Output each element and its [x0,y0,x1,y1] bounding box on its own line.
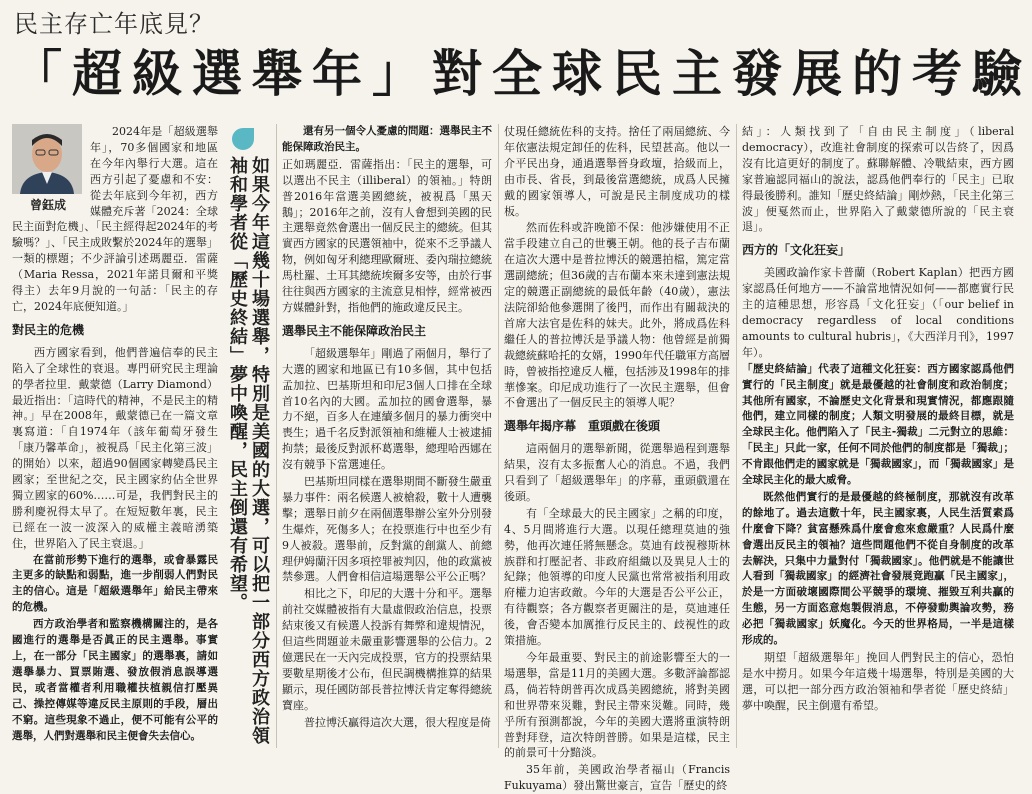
paragraph: 35年前，美國政治學者福山（Francis Fukuyama）發出驚世豪言，宣告「歷史的終 [504,763,730,793]
paragraph: 仗現任總統佐科的支持。捨任了兩屆總統、今年依憲法規定卸任的佐科，民望甚高。他以一介平民出身，通過選舉晉身政壇，拾級而上，由市長、省長，到最後當選總統，成爲人民擁戴的國家領導人，可說是民主制度成功的樣板。 [504,125,730,218]
quote-mark-icon [232,128,254,150]
paragraph: 然而佐科或許晚節不保：他涉嫌使用不正當手段建立自己的世襲王朝。他的長子吉布蘭在這次大選中是普拉博沃的競選拍檔，篤定當選副總統；但36歲的吉布蘭本來未達到憲法規定的競選正副總統的最低年齡（40歲），憲法法院卻給他參選開了後門，而作出有關裁決的首席大法官是佐科的妹夫。此外，將成爲佐科繼任人的普拉博沃是爭議人物：他曾經是前獨裁總統蘇哈托的女婿，1990年代任職軍方高層時，曾被指控違反人權，包括涉及1998年的排華慘案。印尼成功進行了一次民主選舉，但會不會選出了一個反民主的領導人呢？ [504,221,730,410]
paragraph: 正如瑪麗亞．雷薩指出：「民主的選舉，可以選出不民主（illiberal）的領袖。」特朗普2016年當選美國總統，被視爲「黑天鵝」；2016年之前，沒有人會想到美國的民主選舉竟然會選出一個反民主的總統。但其實西方國家的民選領袖中，從來不乏爭議人物，例如匈牙利總理歐爾班、委內瑞拉總統馬杜羅、土耳其總統埃爾多安等，由於行事往往與西方國家的主流意見相悖，經常被西方媒體針對，指他們的施政違反民主。 [282,157,492,314]
column-1 [12,124,218,748]
subheading-election-year: 選舉年揭序幕 重頭戲在後頭 [504,419,661,434]
author-name: 曾鈺成 [29,198,66,212]
paragraph: 這兩個月的選舉新聞，從選舉過程到選舉結果，沒有太多振奮人心的消息。不過，我們只看到了「超級選舉年」的序幕，重頭戲還在後頭。 [504,442,730,503]
subheading-cultural-hubris: 西方的「文化狂妄」 [742,243,851,258]
paragraph: 巴基斯坦同樣在選舉期間不斷發生嚴重暴力事件：兩名候選人被槍殺，數十人遭襲擊；選舉日前夕在兩個選舉辦公室外分別發生爆炸，死傷多人；在投票進行中也至少有9人被殺。選舉前，反對黨的創黨人、前總理伊姆蘭汗因多項控罪被判囚，他的政黨被禁參選。人們會相信這場選舉公平公正嗎？ [282,475,492,584]
headline: 「超級選舉年」對全球民主發展的考驗 [12,45,1032,103]
intro-paragraph: 2024年是「超級選舉年」，70多個國家和地區在今年內舉行大選。這在西方引起了憂慮和不安：從去年底到今年初，西方媒體充斥著「2024：全球民主面對危機」、「民主經得起2024年的考驗嗎？」、「民主成敗繫於2024年的選舉」一類的標題；不少評論引述瑪麗亞．雷薩（Maria Ressa，2021年諾貝爾和平獎得主）去年9月說的一句話：「民主的存亡，2024年底便知道。」 [12,125,218,313]
paragraph: 有「全球最大的民主國家」之稱的印度，4、5月間將進行大選。以現任總理莫迪的強勢，他再次連任將無懸念。莫迪有歧視穆斯林族群和打壓記者、非政府組織以及異見人士的紀錄；他領導的印度人民黨也常常被指利用政府權力迫害政敵。今年的大選是否公平公正，有待觀察；各方觀察者更關注的是，莫迪連任後，會否變本加厲推行反民主的、歧視性的政策措施。 [504,506,730,648]
pull-quote [222,128,268,748]
closing-paragraph: 期望「超級選舉年」挽回人們對民主的信心，恐怕是水中撈月。如果今年這幾十場選舉，特別是美國的大選，可以把一部分西方政治領袖和學者從「歷史終結」夢中喚醒，民主倒還有希望。 [742,651,1014,712]
pull-quote-text: 如果今年這幾十場選舉，特別是美國的大選，可以把一部分西方政治領袖和學者從「歷史終結」夢中喚醒，民主倒還有希望。 [227,156,270,745]
paragraph: 「超級選舉年」剛過了兩個月，舉行了大選的國家和地區已有10多個，其中包括孟加拉、巴基斯坦和印尼3個人口排在全球首10名內的大國。孟加拉的國會選舉，暴力不絕，百多人在連續多個月的暴力衝突中喪生；過千名反對派領袖和維權人士被逮捕拘禁；最後反對派杯葛選舉，總理哈西娜在沒有競爭下當選連任。 [282,346,492,472]
bold-paragraph: 在當前形勢下進行的選舉，或會暴露民主更多的缺點和弱點，進一步削弱人們對民主的信心。這是「超級選舉年」給民主帶來的危機。 [12,553,218,614]
paragraph: 西方國家看到，他們普遍信奉的民主陷入了全球性的衰退。專門研究民主理論的學者拉里．戴蒙德（Larry Diamond）最近指出：「這時代的精神，不是民主的精神。」早在2008年，戴蒙德已在一篇文章裏寫道：「自1974年（該年葡萄牙發生「康乃馨革命」，被視爲「民主化第三波」的開始）以來，超過90個國家轉變爲民主國家；至世紀之交，民主國家約佔全世界獨立國家的60%……可是，我們對民主的勝利慶祝得太早了。在短短數年裏，民主已經在一波一波深入的威權主義暗湧築住，世界陷入了民主衰退。」 [12,345,218,550]
paragraph: 今年最重要、對民主的前途影響至大的一場選舉，當是11月的美國大選。多數評論都認爲，倘若特朗普再次成爲美國總統，將對美國和世界帶來災難，對民主帶來災難。同時，幾乎所有預測都說，今年的美國大選將重演特朗普對拜登，這次特朗普勝。如果是這樣，民主的前景可十分黯淡。 [504,651,730,760]
paragraph: 相比之下，印尼的大選十分和平。選舉前社交媒體被指有大量虛假政治信息，投票結束後又有候選人投訴有舞弊和違規情況，但這些問題並未嚴重影響選舉的公信力。2億選民在一天內完成投票，官方的投票結果要數星期後才公布，但民調機構推算的結果顯示，現任國防部長普拉博沃肯定奪得總統寶座。 [282,587,492,712]
bold-paragraph: 既然他們實行的是最優越的終極制度，那就沒有改革的餘地了。過去這數十年，民主國家裏，人民生活質素爲什麼會下降？貧富懸殊爲什麼會愈來愈嚴重？人民爲什麼會選出反民主的領袖？這些問題他們不從自身制度的改革去解決，只集中力量對付「獨裁國家」。他們就是不能讓世人看到「獨裁國家」的經濟社會發展竟跑贏「民主國家」，於是一方面破壞國際間公平競爭的環境、摧毀互利共贏的生態，另一方面恣意炮製假消息，不停發動輿論攻勢，務必把「獨裁國家」妖魔化。今天的世界格局，一半是這樣形成的。 [742,490,1014,647]
paragraph: 結」：人類找到了「自由民主制度」（liberal democracy），改進社會制度的探索可以告終了，因爲沒有比這更好的制度了。蘇聯解體、冷戰結束，西方國家普遍認同福山的說法，認爲他們奉行的「民主」已取得最後勝利。誰知「歷史終結論」剛炒熱，「民主化第三波」便戛然而止，世界陷入了戴蒙德所說的「民主衰退」。 [742,125,1014,234]
column-divider [498,124,499,748]
paragraph: 美國政論作家卡普蘭（Robert Kaplan）把西方國家認爲任何地方——不論當地情況如何——都應實行民主的這種思想，形容爲「文化狂妄」（「our belief in democracy regardless of local conditions amounts to cultural hubris」，《大西洋月刊》，1997年）。 [742,266,1014,359]
column-divider [276,124,277,748]
bold-paragraph: 還有另一個令人憂慮的問題：選舉民主不能保障政治民主。 [282,125,492,153]
subheading-electoral-democracy: 選舉民主不能保障政治民主 [282,323,427,338]
bold-paragraph: 「歷史終結論」代表了這種文化狂妄：西方國家認爲他們實行的「民主制度」就是最優越的社會制度和政治制度；其他所有國家，不論歷史文化背景和現實情況，都應跟隨他們，建立同樣的制度；人類文明發展的最終目標，就是全球民主化。他們陷入了「民主-獨裁」二元對立的思維：「民主」只此一家，任何不同於他們的制度都是「獨裁」；不肯跟他們走的國家就是「獨裁國家」，而「獨裁國家」是全球民主化的最大威脅。 [742,362,1014,487]
kicker: 民主存亡年底見？ [14,10,214,38]
column-divider [736,124,737,748]
author-portrait [12,124,82,194]
column-4 [742,124,1014,748]
paragraph: 普拉博沃贏得這次大選，很大程度是倚 [304,715,491,729]
bold-paragraph: 西方政治學者和監察機構關注的，是各國進行的選舉是否眞正的民主選舉。事實上，在一部分「民主國家」的選舉裏，請如選擧暴力、買票賄選、發放假消息誤導選民，或者當權者利用職權扶植親信打壓異己、操控傳媒等違反民主原則的手段，層出不窮。這些現象不過止，便不可能有公平的選舉，人們對選舉和民主便會失去信心。 [12,618,218,742]
author-box [12,124,84,216]
subheading-democracy-crisis: 對民主的危機 [12,322,85,337]
column-2 [282,124,492,748]
column-3 [504,124,730,793]
